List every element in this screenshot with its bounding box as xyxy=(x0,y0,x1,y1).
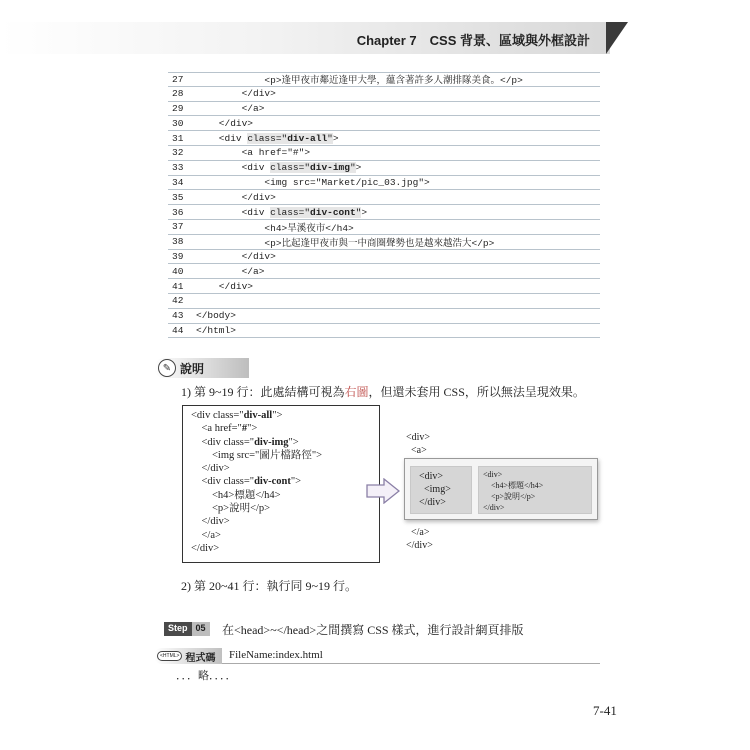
class-highlight xyxy=(270,207,361,218)
line-number: 39 xyxy=(172,250,184,262)
structure-line: </div> xyxy=(191,542,220,554)
structure-line: <div class="div-all"> xyxy=(191,410,283,421)
diagram-content-box: <div> <h4>標題</h4> <p>說明</p> </div> xyxy=(478,466,592,514)
class-highlight xyxy=(247,133,333,144)
note-label-text: 說明 xyxy=(180,361,205,376)
class-name: div-img xyxy=(310,162,350,174)
structure-line: <h4>標題</h4> xyxy=(191,489,281,501)
code-ellipsis: ．．．略．．．． xyxy=(176,670,237,682)
structure-line: <p>說明</p> xyxy=(191,503,271,515)
code-fragment: > xyxy=(361,206,368,218)
step-description: 在<head>~</head>之間撰寫 CSS 樣式，進行設計網頁排版 xyxy=(222,623,524,637)
class-name: div-all xyxy=(287,132,328,144)
code-text: <p>逢甲夜市鄰近逢甲大學，蘊含著許多人潮排隊美食。</p> xyxy=(196,75,523,87)
code-fragment: <div xyxy=(196,206,271,218)
code-fragment: " xyxy=(349,162,356,174)
code-section-label xyxy=(154,648,222,664)
code-line xyxy=(168,116,600,131)
code-line xyxy=(168,264,600,279)
code-label-text: 程式碼 xyxy=(185,652,216,664)
line-number: 42 xyxy=(172,295,184,307)
line-number: 31 xyxy=(172,132,184,144)
code-line xyxy=(168,102,600,117)
code-line xyxy=(168,131,600,146)
structure-line: <div class="div-cont"> xyxy=(191,476,302,488)
note-paragraph-1 xyxy=(181,383,585,400)
line-number: 32 xyxy=(172,147,184,159)
code-text: </div> xyxy=(196,191,276,203)
note-paragraph-2: 2) 第 20~41 行：執行同 9~19 行。 xyxy=(181,579,357,593)
structure-line: <img src="圖片檔路徑"> xyxy=(191,449,323,461)
line-number: 27 xyxy=(172,73,184,85)
structure-line: <a href="#"> xyxy=(191,423,258,435)
code-text: <h4>旱溪夜市</h4> xyxy=(196,222,354,234)
chapter-title: Chapter 7 CSS 背景、區域與外框設計 xyxy=(356,33,590,48)
code-line xyxy=(168,87,600,102)
class-highlight xyxy=(270,162,356,173)
code-fragment: <div xyxy=(196,162,271,174)
code-text: <p>比起逢甲夜市與一中商圈聲勢也是越來越浩大</p> xyxy=(196,237,495,249)
code-line xyxy=(168,220,600,235)
diagram-a-open: <a> xyxy=(406,445,427,456)
line-number: 43 xyxy=(172,310,184,322)
note-accent-text: 右圖 xyxy=(344,385,369,399)
note-section-label xyxy=(154,358,249,378)
line-number: 40 xyxy=(172,265,184,277)
code-label-divider xyxy=(222,663,600,664)
code-fragment: " xyxy=(355,206,362,218)
note-text: 1) 第 9~19 行：此處結構可視為 xyxy=(181,385,345,399)
structure-line: </div> xyxy=(191,463,230,475)
code-text: <img src="Market/pic_03.jpg"> xyxy=(196,176,430,188)
code-line xyxy=(168,250,600,265)
line-number: 38 xyxy=(172,236,184,248)
html-icon: <HTML> xyxy=(157,651,182,661)
code-listing xyxy=(168,72,600,338)
code-text: </body> xyxy=(196,310,236,322)
header-corner-decoration xyxy=(606,22,628,54)
code-text xyxy=(196,162,361,173)
code-text: </html> xyxy=(196,324,236,336)
code-fragment: class=" xyxy=(270,162,311,174)
line-number: 30 xyxy=(172,117,184,129)
line-number: 35 xyxy=(172,191,184,203)
code-text: </a> xyxy=(196,102,265,114)
line-number: 44 xyxy=(172,324,184,336)
code-fragment: class=" xyxy=(247,132,288,144)
code-line xyxy=(168,324,600,339)
page-number: 7-41 xyxy=(593,703,617,718)
class-name: div-cont xyxy=(310,206,356,218)
code-line xyxy=(168,176,600,191)
step-label: Step xyxy=(164,622,192,636)
code-text: </div> xyxy=(196,250,276,262)
code-text xyxy=(196,207,367,218)
code-text: </div> xyxy=(196,88,276,100)
line-number: 34 xyxy=(172,176,184,188)
code-line xyxy=(168,72,600,87)
code-fragment: " xyxy=(327,132,333,144)
note-text: ，但還未套用 CSS，所以無法呈現效果。 xyxy=(368,385,585,399)
structure-line: </div> xyxy=(191,516,230,528)
code-fragment: > xyxy=(332,132,339,144)
line-number: 37 xyxy=(172,221,184,233)
note-icon: ✎ xyxy=(158,359,176,377)
diagram-outer-close: </div> xyxy=(406,540,433,551)
code-line xyxy=(168,146,600,161)
code-text: </div> xyxy=(196,280,254,292)
code-fragment: class=" xyxy=(270,206,311,218)
code-filename: FileName:index.html xyxy=(229,649,323,661)
code-fragment: <div xyxy=(196,132,248,144)
code-text: <a href="#"> xyxy=(196,147,311,159)
line-number: 28 xyxy=(172,88,184,100)
code-line xyxy=(168,309,600,324)
line-number: 41 xyxy=(172,280,184,292)
step-badge xyxy=(164,622,210,636)
diagram-image-box: <div> <img> </div> xyxy=(410,466,472,514)
code-text xyxy=(196,133,339,144)
code-line xyxy=(168,190,600,205)
step-number: 05 xyxy=(192,622,210,636)
right-arrow-icon xyxy=(366,478,400,504)
code-line xyxy=(168,235,600,250)
line-number: 36 xyxy=(172,206,184,218)
code-line xyxy=(168,205,600,220)
structure-line: </a> xyxy=(191,529,221,541)
html-structure-box xyxy=(182,405,380,563)
diagram-a-close: </a> xyxy=(406,527,430,538)
code-line xyxy=(168,294,600,309)
code-text: </div> xyxy=(196,117,254,129)
line-number: 29 xyxy=(172,102,184,114)
diagram-outer-open: <div> xyxy=(406,432,431,443)
code-line xyxy=(168,161,600,176)
structure-line: <div class="div-img"> xyxy=(191,436,299,448)
line-number: 33 xyxy=(172,162,184,174)
code-line xyxy=(168,279,600,294)
code-text: </a> xyxy=(196,265,265,277)
code-fragment: > xyxy=(355,162,362,174)
